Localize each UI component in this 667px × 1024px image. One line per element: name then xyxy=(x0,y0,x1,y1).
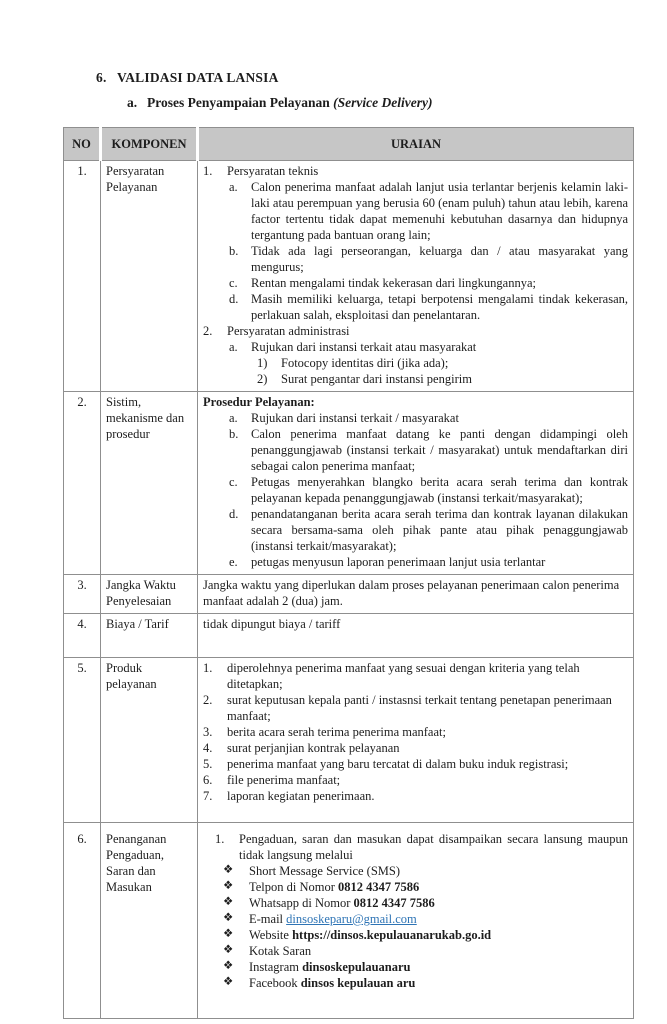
komponen-cell: Sistim, mekanisme dan prosedur xyxy=(101,392,198,575)
uraian-block xyxy=(203,616,628,632)
uraian-block xyxy=(203,927,628,943)
uraian-block xyxy=(203,163,628,179)
uraian-text xyxy=(249,927,628,943)
table-row xyxy=(64,614,634,658)
plain-text: Surat pengantar dari instansi pengirim xyxy=(281,372,472,386)
uraian-text xyxy=(251,275,628,291)
list-marker: 1) xyxy=(257,356,268,370)
table-row xyxy=(64,392,634,575)
diamond-bullet-icon: ❖ xyxy=(223,944,234,956)
komponen-cell: Penanganan Pengaduan, Saran dan Masukan xyxy=(101,823,198,1019)
plain-text: surat keputusan kepala panti / instasnsi terkait tentang penetapan penerimaan manfaat; xyxy=(227,693,612,723)
table-header-row xyxy=(64,128,634,161)
uraian-block xyxy=(203,339,628,355)
uraian-text xyxy=(227,323,628,339)
list-marker: e. xyxy=(229,555,238,569)
plain-text: laporan kegiatan penerimaan. xyxy=(227,789,375,803)
list-marker: 6. xyxy=(203,773,213,787)
bold-text: 0812 4347 7586 xyxy=(353,896,435,910)
table-row xyxy=(64,823,634,1019)
uraian-text xyxy=(249,911,628,927)
section-number: 6. xyxy=(96,70,107,85)
uraian-block xyxy=(203,275,628,291)
col-header-no: NO xyxy=(64,128,101,161)
plain-text: Persyaratan administrasi xyxy=(227,324,350,338)
section-title: VALIDASI DATA LANSIA xyxy=(117,70,279,85)
list-marker: 1. xyxy=(215,832,225,846)
uraian-text xyxy=(227,724,628,740)
uraian-text xyxy=(227,163,628,179)
row-number-cell: 6. xyxy=(64,823,101,1019)
list-marker: a. xyxy=(229,180,238,194)
list-marker: c. xyxy=(229,475,238,489)
uraian-text xyxy=(251,506,628,554)
table-row xyxy=(64,575,634,614)
komponen-cell: Jangka Waktu Penyelesaian xyxy=(101,575,198,614)
uraian-text xyxy=(249,959,628,975)
uraian-block xyxy=(203,943,628,959)
plain-text: Masih memiliki keluarga, tetapi berpotensi mengalami tindak kekerasan, perlakuan salah, eksploitasi dan penelantaran. xyxy=(251,292,628,322)
diamond-bullet-icon: ❖ xyxy=(223,928,234,940)
plain-text: Whatsapp di Nomor xyxy=(249,896,354,910)
list-marker: b. xyxy=(229,244,239,258)
plain-text: Instagram xyxy=(249,960,303,974)
uraian-cell xyxy=(198,614,634,658)
row-number-cell: 2. xyxy=(64,392,101,575)
uraian-cell xyxy=(198,823,634,1019)
list-marker: 7. xyxy=(203,789,213,803)
plain-text: diperolehnya penerima manfaat yang sesuai dengan kriteria yang telah ditetapkan; xyxy=(227,661,580,691)
list-marker: 3. xyxy=(203,725,213,739)
uraian-text xyxy=(227,772,628,788)
uraian-text xyxy=(249,943,628,959)
plain-text: Prosedur Pelayanan: xyxy=(203,395,315,409)
uraian-block xyxy=(203,394,628,410)
uraian-text xyxy=(251,554,628,570)
uraian-text xyxy=(227,756,628,772)
subsection-title: Proses Penyampaian Pelayanan (Service Delivery) xyxy=(147,95,433,110)
list-marker: 2. xyxy=(203,693,213,707)
uraian-block xyxy=(203,371,628,387)
section-heading xyxy=(96,70,633,86)
uraian-block xyxy=(203,959,628,975)
diamond-bullet-icon: ❖ xyxy=(223,864,234,876)
uraian-text xyxy=(251,410,628,426)
bold-text: 0812 4347 7586 xyxy=(338,880,420,894)
uraian-block xyxy=(203,911,628,927)
row-number-cell: 4. xyxy=(64,614,101,658)
uraian-cell xyxy=(198,392,634,575)
plain-text: Telpon di Nomor xyxy=(249,880,339,894)
list-marker: d. xyxy=(229,292,239,306)
table-row xyxy=(64,161,634,392)
uraian-block xyxy=(203,756,628,772)
diamond-bullet-icon: ❖ xyxy=(223,896,234,908)
uraian-text xyxy=(251,179,628,243)
uraian-block xyxy=(203,243,628,275)
uraian-text xyxy=(281,355,628,371)
row-number-cell: 5. xyxy=(64,658,101,823)
uraian-text xyxy=(249,879,628,895)
uraian-block xyxy=(203,426,628,474)
plain-text: Short Message Service (SMS) xyxy=(249,864,401,878)
list-marker: 4. xyxy=(203,741,213,755)
plain-text: Rujukan dari instansi terkait atau masyarakat xyxy=(251,340,477,354)
uraian-text xyxy=(251,339,628,355)
uraian-cell xyxy=(198,575,634,614)
uraian-text xyxy=(251,243,628,275)
table-row xyxy=(64,658,634,823)
subsection-title-italic: (Service Delivery) xyxy=(333,95,433,110)
list-marker: c. xyxy=(229,276,238,290)
uraian-block xyxy=(203,692,628,724)
uraian-block xyxy=(203,879,628,895)
plain-text: surat perjanjian kontrak pelayanan xyxy=(227,741,400,755)
list-marker: a. xyxy=(229,411,238,425)
uraian-block xyxy=(203,410,628,426)
plain-text: Website xyxy=(249,928,293,942)
uraian-text xyxy=(203,616,628,632)
uraian-block xyxy=(203,660,628,692)
subsection-letter: a. xyxy=(127,95,138,110)
uraian-text xyxy=(251,474,628,506)
uraian-text xyxy=(203,394,628,410)
uraian-block xyxy=(203,975,628,991)
uraian-text xyxy=(249,975,628,991)
plain-text: Facebook xyxy=(249,976,301,990)
list-marker: 1. xyxy=(203,164,213,178)
list-marker: b. xyxy=(229,427,239,441)
list-marker: a. xyxy=(229,340,238,354)
uraian-cell xyxy=(198,161,634,392)
uraian-block xyxy=(203,724,628,740)
plain-text: Calon penerima manfaat datang ke panti dengan didampingi oleh penanggungjawab (instansi terkait / masyarakat) untuk mendaftarkan diri sebagai calon penerima manfaat; xyxy=(251,427,628,473)
uraian-text xyxy=(249,895,628,911)
uraian-text xyxy=(227,788,628,804)
uraian-block xyxy=(203,895,628,911)
uraian-block xyxy=(203,554,628,570)
bold-text: dinsoskepulauanaru xyxy=(302,960,411,974)
col-header-uraian: URAIAN xyxy=(198,128,634,161)
subsection-heading xyxy=(127,95,633,111)
plain-text: Jangka waktu yang diperlukan dalam proses pelayanan penerimaan calon penerima manfaat adalah 2 (dua) jam. xyxy=(203,578,620,608)
list-marker: 1. xyxy=(203,661,213,675)
uraian-text xyxy=(227,692,628,724)
plain-text: Fotocopy identitas diri (jika ada); xyxy=(281,356,449,370)
uraian-block xyxy=(203,179,628,243)
service-delivery-table xyxy=(63,127,634,1019)
uraian-text xyxy=(203,577,628,609)
uraian-text xyxy=(281,371,628,387)
plain-text: tidak dipungut biaya / tariff xyxy=(203,617,341,631)
row-number-cell: 1. xyxy=(64,161,101,392)
plain-text: Tidak ada lagi perseorangan, keluarga dan / atau masyarakat yang mengurus; xyxy=(251,244,628,274)
uraian-block xyxy=(203,863,628,879)
plain-text: Kotak Saran xyxy=(249,944,312,958)
email-link[interactable]: dinsoskeparu@gmail.com xyxy=(286,912,417,926)
list-marker: 2. xyxy=(203,324,213,338)
uraian-block xyxy=(203,323,628,339)
plain-text: berita acara serah terima penerima manfaat; xyxy=(227,725,446,739)
plain-text: Calon penerima manfaat adalah lanjut usia terlantar berjenis kelamin laki-laki atau perempuan yang berusia 60 (enam puluh) tahun atau lebih, karena factor tertentu tidak dapat memenuhi kebutuhan dasarnya dan hidupnya tergantung pada bantuan orang lain; xyxy=(251,180,628,242)
uraian-text xyxy=(227,740,628,756)
komponen-cell: Persyaratan Pelayanan xyxy=(101,161,198,392)
plain-text: Petugas menyerahkan blangko berita acara serah terima dan kontrak pelayanan kepada penanggungjawab (instansi terkait/masyarakat); xyxy=(251,475,628,505)
col-header-komponen: KOMPONEN xyxy=(101,128,198,161)
plain-text: Pengaduan, saran dan masukan dapat disampaikan secara lansung maupun tidak langsung melalui xyxy=(239,832,628,862)
plain-text: Rujukan dari instansi terkait / masyarakat xyxy=(251,411,459,425)
plain-text: E-mail xyxy=(249,912,287,926)
uraian-block xyxy=(203,291,628,323)
diamond-bullet-icon: ❖ xyxy=(223,960,234,972)
plain-text: Rentan mengalami tindak kekerasan dari lingkungannya; xyxy=(251,276,536,290)
row-number-cell: 3. xyxy=(64,575,101,614)
komponen-cell: Produk pelayanan xyxy=(101,658,198,823)
uraian-text xyxy=(239,831,628,863)
uraian-block xyxy=(203,577,628,609)
uraian-block xyxy=(203,474,628,506)
bold-text: https://dinsos.kepulauanarukab.go.id xyxy=(292,928,492,942)
plain-text: penandatanganan berita acara serah terima dan kontrak layanan dilakukan secara bersama-sama oleh pihak pante atau pihak penaggungjawab (instansi terkait/masyarakat); xyxy=(251,507,628,553)
plain-text: file penerima manfaat; xyxy=(227,773,341,787)
bold-text: dinsos kepulauan aru xyxy=(300,976,416,990)
plain-text: penerima manfaat yang baru tercatat di dalam buku induk registrasi; xyxy=(227,757,569,771)
uraian-cell xyxy=(198,658,634,823)
list-marker: d. xyxy=(229,507,239,521)
list-marker: 2) xyxy=(257,372,268,386)
diamond-bullet-icon: ❖ xyxy=(223,976,234,988)
diamond-bullet-icon: ❖ xyxy=(223,912,234,924)
uraian-block xyxy=(203,788,628,804)
uraian-block xyxy=(203,772,628,788)
uraian-block xyxy=(203,740,628,756)
list-marker: 5. xyxy=(203,757,213,771)
diamond-bullet-icon: ❖ xyxy=(223,880,234,892)
uraian-block xyxy=(203,506,628,554)
uraian-block xyxy=(203,355,628,371)
plain-text: petugas menyusun laporan penerimaan lanjut usia terlantar xyxy=(251,555,546,569)
plain-text: Persyaratan teknis xyxy=(227,164,319,178)
uraian-text xyxy=(251,426,628,474)
uraian-text xyxy=(251,291,628,323)
komponen-cell: Biaya / Tarif xyxy=(101,614,198,658)
uraian-text xyxy=(227,660,628,692)
uraian-text xyxy=(249,863,628,879)
uraian-block xyxy=(203,831,628,863)
